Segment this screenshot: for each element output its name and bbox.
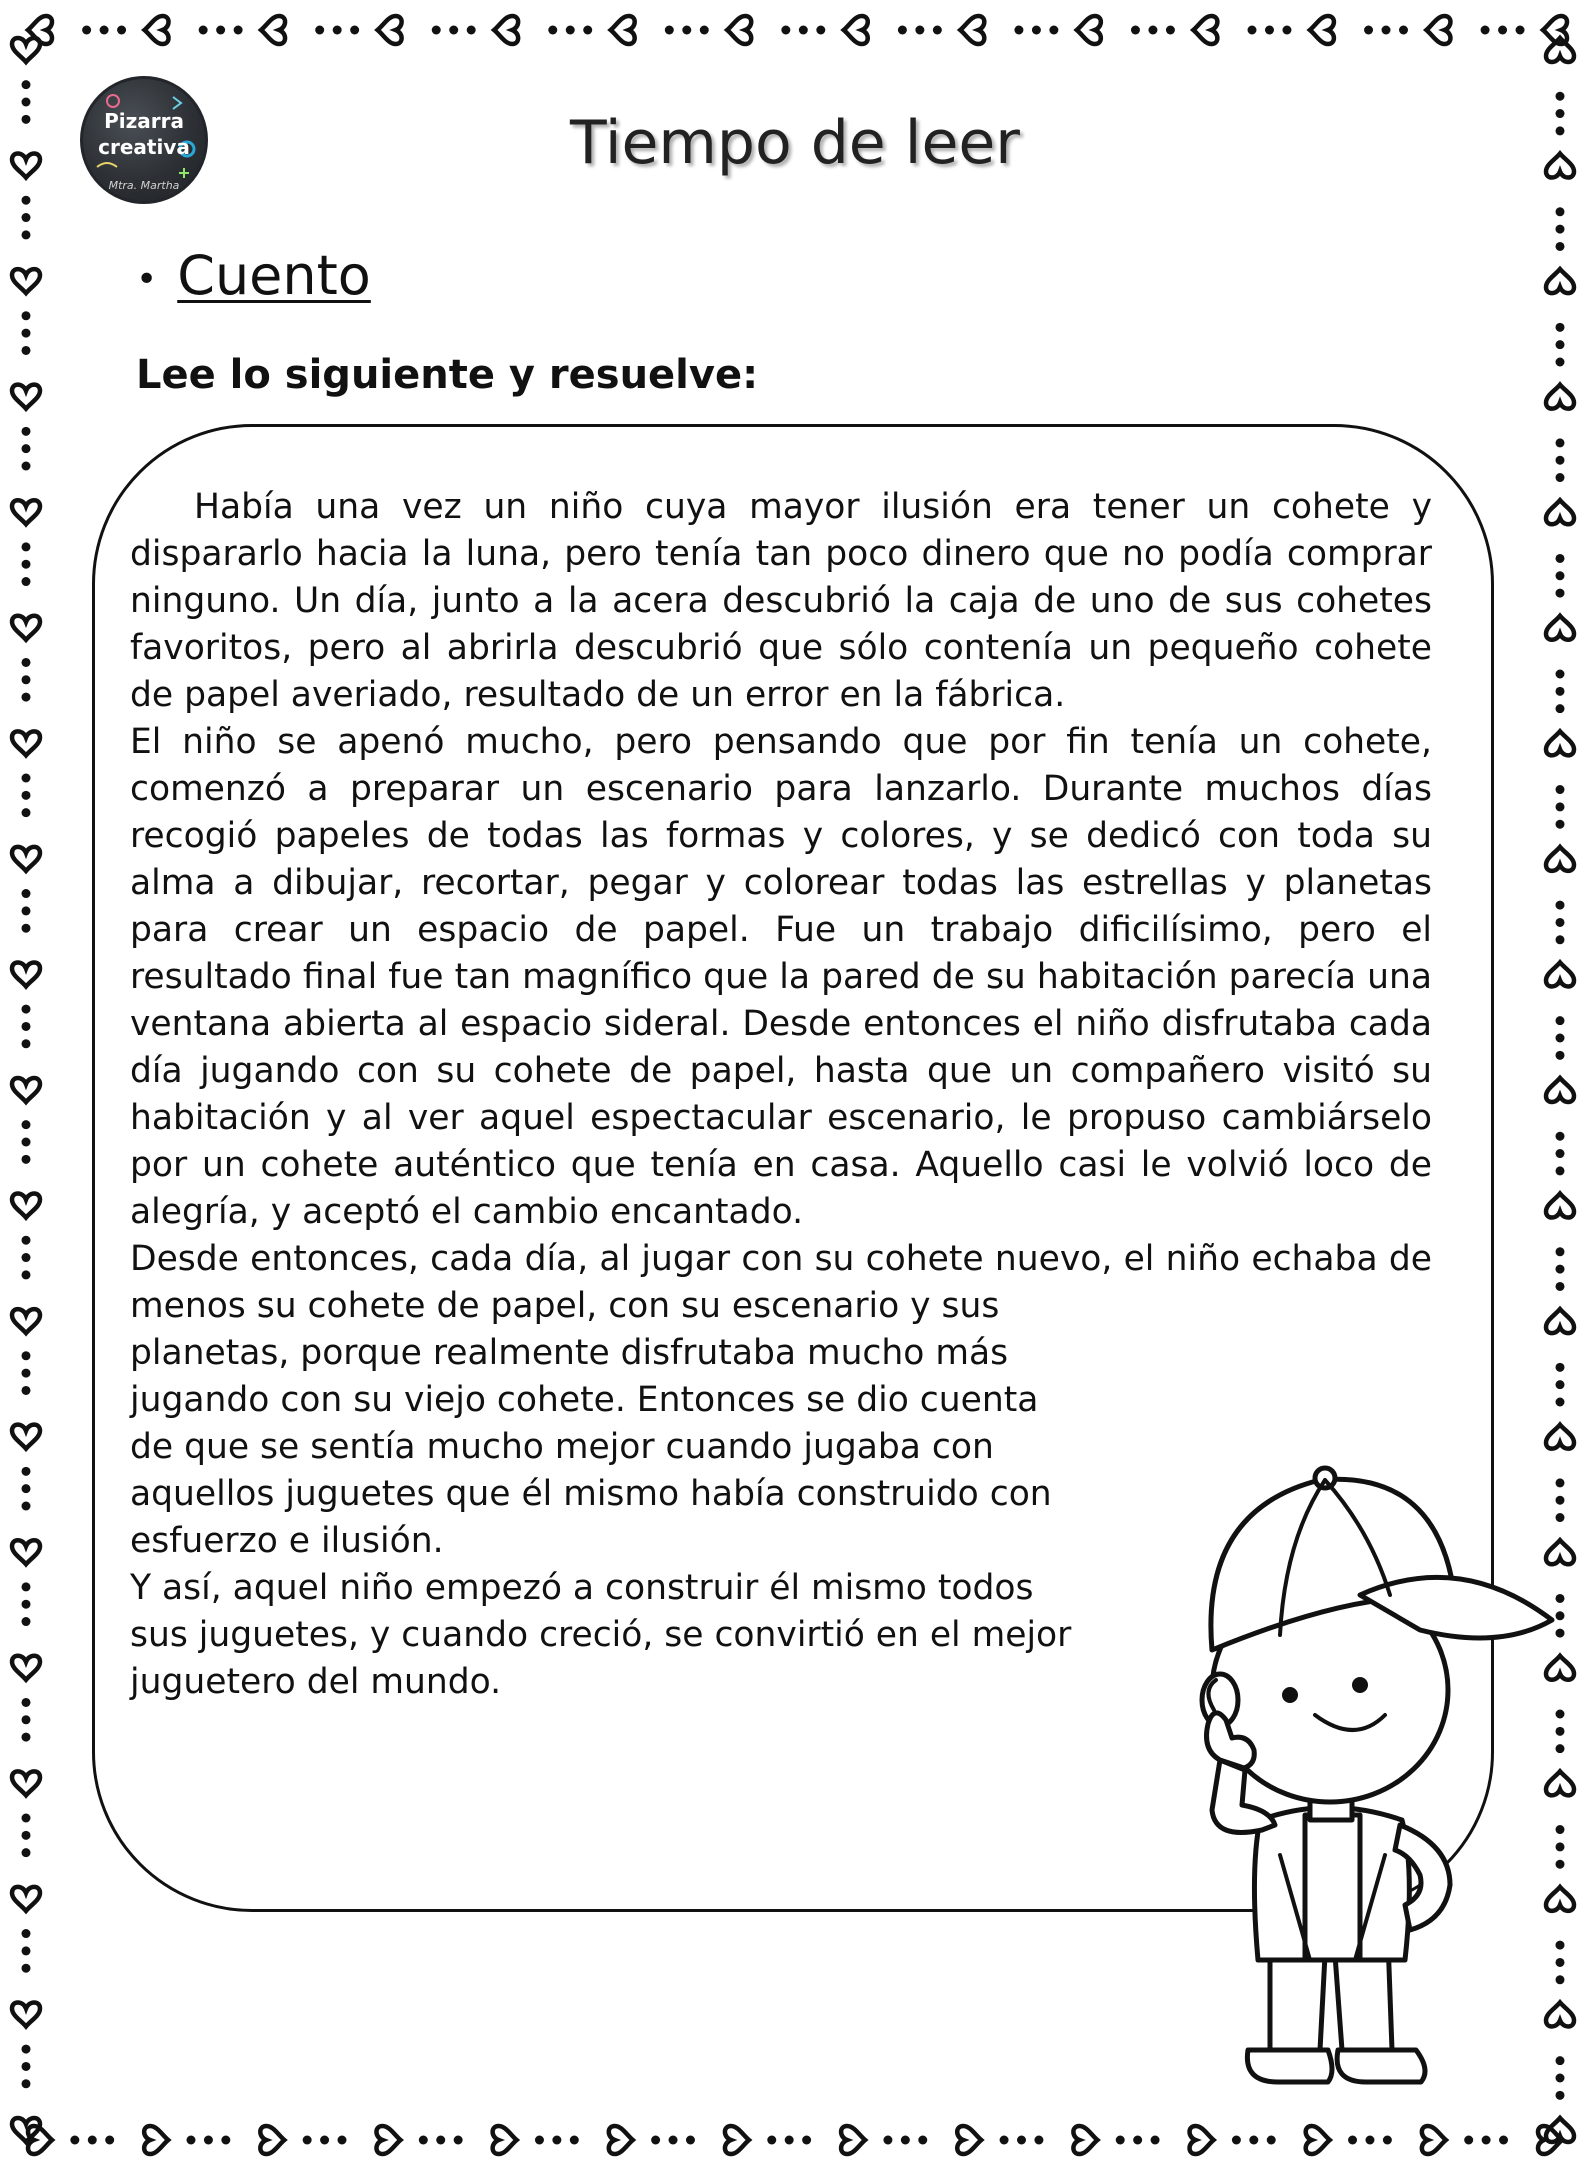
border-dot (22, 1964, 31, 1973)
border-dot (682, 26, 691, 35)
heart-icon (1546, 847, 1574, 871)
story-paragraph-2: El niño se apenó mucho, pero pensando que por fin tenía un cohete, comenzó a preparar un escenario para lanzarlo. Durante muchos días recogió papeles de todas las formas y colores, y se dedicó con toda su alma a dibujar, recortar, pegar y colorear todas las estrellas y planetas para crear un espacio de papel. Fue un trabajo dificilísimo, pero el resultado final fue tan magnífico que la pared de su habitación parecía una ventana abierta al espacio sideral. Desde entonces el niño disfrutaba cada día jugando con su cohete de papel, hasta que un compañero visitó su habitación y al ver aquel espectacular escenario, le propuso cambiárselo por un cohete auténtico que tenía en casa. Aquello casi le volvió loco de alegría, y aceptó el cambio encantado. (130, 722, 1432, 1232)
story-paragraph-3: Desde entonces, cada día, al jugar con su cohete nuevo, el niño echaba de menos su cohete de papel, con su escenario y sus (130, 1239, 1432, 1326)
border-dot (1166, 26, 1175, 35)
page-title: Tiempo de leer (570, 108, 1020, 178)
heart-icon (12, 269, 40, 293)
border-dot (22, 427, 31, 436)
border-dot (467, 26, 476, 35)
border-dot (22, 1467, 31, 1476)
border-dot (1131, 26, 1140, 35)
border-dot (1399, 26, 1408, 35)
border-dot (1148, 26, 1157, 35)
heart-icon (725, 2126, 749, 2154)
border-dot (1464, 2136, 1473, 2145)
border-dot (432, 26, 441, 35)
border-dot (22, 230, 31, 239)
heart-icon (494, 16, 518, 44)
border-dot (1556, 1051, 1565, 1060)
border-dot (1556, 358, 1565, 367)
border-dot (22, 1814, 31, 1823)
border-dot (651, 2136, 660, 2145)
border-dot (22, 1600, 31, 1609)
border-dot (1556, 687, 1565, 696)
heart-icon (1190, 2126, 1214, 2154)
border-dot (22, 1022, 31, 1031)
border-dot (1365, 2136, 1374, 2145)
border-dot (1116, 2136, 1125, 2145)
border-dot (898, 26, 907, 35)
border-dot (22, 1120, 31, 1129)
border-dot (686, 2136, 695, 2145)
border-dot (88, 2136, 97, 2145)
border-dot (338, 2136, 347, 2145)
border-dot (22, 560, 31, 569)
border-dot (449, 26, 458, 35)
border-dot (22, 80, 31, 89)
heart-icon (12, 1425, 40, 1449)
border-dot (1556, 1132, 1565, 1141)
border-dot (548, 26, 557, 35)
border-dot (1556, 571, 1565, 580)
heart-icon (12, 1887, 40, 1911)
border-dot (535, 2136, 544, 2145)
border-dot (22, 1236, 31, 1245)
instructions-heading: Lee lo siguiente y resuelve: (136, 352, 759, 398)
border-dot (22, 693, 31, 702)
border-dot (883, 2136, 892, 2145)
border-dot (1556, 1016, 1565, 1025)
border-dot (22, 791, 31, 800)
border-dot (216, 26, 225, 35)
border-dot (1282, 26, 1291, 35)
heart-icon (12, 962, 40, 986)
border-dot (22, 1848, 31, 1857)
border-dot (1556, 1149, 1565, 1158)
border-dot (1556, 92, 1565, 101)
heart-icon (609, 2126, 633, 2154)
border-dot (1248, 26, 1257, 35)
border-dot (1348, 2136, 1357, 2145)
heart-icon (12, 1194, 40, 1218)
border-dot (234, 26, 243, 35)
border-dot (22, 1733, 31, 1742)
border-dot (22, 577, 31, 586)
heart-icon (1546, 1078, 1574, 1102)
heart-icon (841, 2126, 865, 2154)
border-dot (22, 1698, 31, 1707)
border-dot (1364, 26, 1373, 35)
border-dot (802, 2136, 811, 2145)
heart-icon (260, 2126, 284, 2154)
border-dot (22, 1351, 31, 1360)
border-dot (566, 26, 575, 35)
border-dot (552, 2136, 561, 2145)
heart-icon (12, 38, 40, 62)
logo-signature: Mtra. Martha (108, 179, 180, 192)
border-dot (1556, 589, 1565, 598)
heart-icon (1306, 2126, 1330, 2154)
border-dot (187, 2136, 196, 2145)
border-dot (22, 311, 31, 320)
border-dot (22, 196, 31, 205)
border-dot (1556, 820, 1565, 829)
border-dot (22, 1715, 31, 1724)
heart-icon (727, 16, 751, 44)
border-dot (22, 1138, 31, 1147)
heart-icon (12, 1656, 40, 1680)
border-dot (82, 26, 91, 35)
border-dot (70, 2136, 79, 2145)
border-dot (1151, 2136, 1160, 2145)
heart-icon (12, 847, 40, 871)
heart-icon (1073, 2126, 1097, 2154)
heart-icon (1193, 16, 1217, 44)
border-dot (419, 2136, 428, 2145)
border-dot (22, 1831, 31, 1840)
border-dot (1014, 26, 1023, 35)
border-dot (22, 658, 31, 667)
border-dot (933, 26, 942, 35)
border-dot (22, 346, 31, 355)
border-dot (22, 1005, 31, 1014)
border-dot (22, 906, 31, 915)
border-dot (1556, 802, 1565, 811)
border-dot (1383, 2136, 1392, 2145)
border-dot (1556, 670, 1565, 679)
bullet-point: • (136, 258, 158, 300)
heart-icon (12, 2002, 40, 2026)
border-dot (570, 2136, 579, 2145)
heart-icon (12, 731, 40, 755)
border-dot (22, 1484, 31, 1493)
border-dot (1556, 242, 1565, 251)
heart-icon (1422, 2126, 1446, 2154)
logo-text-creativa: creativa (98, 135, 190, 159)
border-dot (22, 808, 31, 817)
border-dot (22, 1386, 31, 1395)
border-dot (767, 2136, 776, 2145)
border-dot (204, 2136, 213, 2145)
border-dot (1556, 473, 1565, 482)
heart-icon (1077, 16, 1101, 44)
border-dot (1017, 2136, 1026, 2145)
border-dot (22, 1502, 31, 1511)
border-dot (1556, 554, 1565, 563)
border-dot (1382, 26, 1391, 35)
heart-icon (1546, 616, 1574, 640)
border-dot (1556, 1282, 1565, 1291)
border-dot (1133, 2136, 1142, 2145)
heart-icon (144, 2126, 168, 2154)
border-dot (816, 26, 825, 35)
border-dot (1000, 2136, 1009, 2145)
heart-icon (1546, 731, 1574, 755)
border-dot (22, 329, 31, 338)
border-dot (583, 26, 592, 35)
border-dot (1556, 704, 1565, 713)
heart-icon (378, 16, 402, 44)
heart-icon (611, 16, 635, 44)
border-dot (1556, 785, 1565, 794)
heart-icon (12, 500, 40, 524)
border-dot (22, 2062, 31, 2071)
heart-icon (1546, 385, 1574, 409)
border-dot (100, 26, 109, 35)
heart-icon (12, 616, 40, 640)
border-dot (665, 26, 674, 35)
border-dot (669, 2136, 678, 2145)
boy-with-cap-illustration (1120, 1400, 1560, 2100)
border-dot (799, 26, 808, 35)
border-dot (22, 98, 31, 107)
heart-icon (1546, 962, 1574, 986)
heart-icon (493, 2126, 517, 2154)
border-dot (1034, 2136, 1043, 2145)
heart-icon (261, 16, 285, 44)
heart-icon (1426, 16, 1450, 44)
border-dot (1556, 918, 1565, 927)
border-dot (221, 2136, 230, 2145)
border-dot (22, 462, 31, 471)
border-dot (22, 675, 31, 684)
border-dot (22, 2045, 31, 2054)
story-paragraph-4: planetas, porque realmente disfrutaba mucho más jugando con su viejo cohete. Entonces se dio cuenta de que se sentía mucho mejor cuando jugaba con aquellos juguetes que él mismo había construido con esfuerzo e ilusión. (130, 1333, 1052, 1561)
border-dot (1556, 323, 1565, 332)
heart-icon (12, 1078, 40, 1102)
border-dot (22, 1253, 31, 1262)
border-dot (22, 1369, 31, 1378)
border-dot (1267, 2136, 1276, 2145)
border-dot (1265, 26, 1274, 35)
heart-icon (12, 385, 40, 409)
border-dot (22, 1946, 31, 1955)
border-dot (22, 774, 31, 783)
border-dot (22, 924, 31, 933)
story-paragraph-1: Había una vez un niño cuya mayor ilusión era tener un cohete y dispararlo hacia la luna, pero tenía tan poco dinero que no podía comprar ninguno. Un día, junto a la acera descubrió la caja de uno de sus cohetes favoritos, pero al abrirla descubrió que sólo contenía un pequeño cohete de papel averiado, resultado de un error en la fábrica. (130, 487, 1432, 715)
border-dot (1049, 26, 1058, 35)
border-dot (1481, 26, 1490, 35)
border-dot (22, 1929, 31, 1938)
section-heading (136, 244, 371, 307)
border-dot (1556, 935, 1565, 944)
border-dot (315, 26, 324, 35)
border-dot (1556, 1363, 1565, 1372)
border-dot (1556, 1247, 1565, 1256)
heart-icon (1310, 16, 1334, 44)
border-dot (700, 26, 709, 35)
border-dot (1556, 1380, 1565, 1389)
heart-icon (844, 16, 868, 44)
logo-text-pizarra: Pizarra (104, 109, 184, 133)
border-dot (1499, 2136, 1508, 2145)
border-dot (22, 213, 31, 222)
border-dot (1556, 438, 1565, 447)
border-dot (1498, 26, 1507, 35)
heart-icon (12, 1309, 40, 1333)
border-dot (303, 2136, 312, 2145)
heart-icon (1546, 500, 1574, 524)
border-dot (22, 1617, 31, 1626)
heart-icon (12, 1771, 40, 1795)
heart-icon (960, 16, 984, 44)
border-dot (1556, 207, 1565, 216)
border-dot (781, 26, 790, 35)
border-dot (901, 2136, 910, 2145)
border-dot (1556, 225, 1565, 234)
border-dot (1032, 26, 1041, 35)
border-dot (22, 889, 31, 898)
border-dot (22, 2079, 31, 2088)
border-dot (1556, 1265, 1565, 1274)
heart-icon (376, 2126, 400, 2154)
border-dot (1556, 456, 1565, 465)
border-dot (436, 2136, 445, 2145)
section-label: Cuento (177, 244, 371, 307)
border-dot (1556, 340, 1565, 349)
border-dot (22, 1270, 31, 1279)
border-dot (22, 1582, 31, 1591)
border-dot (105, 2136, 114, 2145)
border-dot (1556, 1034, 1565, 1043)
border-dot (1556, 1166, 1565, 1175)
heart-icon (1546, 269, 1574, 293)
border-dot (1232, 2136, 1241, 2145)
border-dot (454, 2136, 463, 2145)
border-dot (1249, 2136, 1258, 2145)
border-dot (199, 26, 208, 35)
border-dot (918, 2136, 927, 2145)
heart-icon (1546, 1309, 1574, 1333)
heart-icon (1546, 38, 1574, 62)
border-dot (333, 26, 342, 35)
border-dot (785, 2136, 794, 2145)
heart-icon (1546, 1194, 1574, 1218)
border-dot (22, 444, 31, 453)
heart-icon (957, 2126, 981, 2154)
border-dot (915, 26, 924, 35)
border-dot (22, 542, 31, 551)
border-dot (22, 1039, 31, 1048)
border-dot (1482, 2136, 1491, 2145)
heart-icon (145, 16, 169, 44)
story-paragraph-5: Y así, aquel niño empezó a construir él mismo todos sus juguetes, y cuando creció, se convirtió en el mejor juguetero del mundo. (130, 1568, 1072, 1702)
border-dot (1556, 901, 1565, 910)
border-dot (22, 1155, 31, 1164)
border-dot (320, 2136, 329, 2145)
heart-icon (12, 1540, 40, 1564)
border-dot (1516, 26, 1525, 35)
border-dot (350, 26, 359, 35)
border-dot (117, 26, 126, 35)
